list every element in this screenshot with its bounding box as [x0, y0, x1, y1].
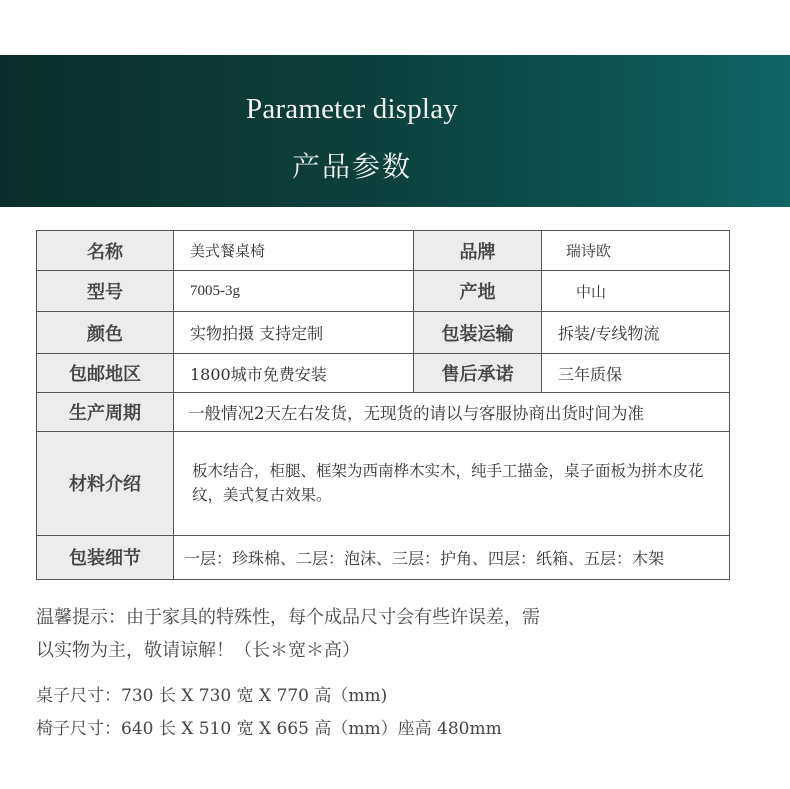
origin-label: 产地	[414, 271, 542, 312]
table-row	[37, 231, 730, 271]
color-value: 实物拍摄 支持定制	[174, 312, 414, 354]
chair-size: 椅子尺寸：640 长 X 510 宽 X 665 高（mm）座高 480mm	[36, 719, 502, 739]
brand-value: 瑞诗欧	[542, 231, 730, 271]
name-label: 名称	[37, 231, 174, 271]
production-cycle-value: 一般情况2天左右发货，无现货的请以与客服协商出货时间为准	[174, 393, 730, 431]
color-label: 颜色	[37, 312, 174, 354]
material-value: 板木结合，柜腿、框架为西南桦木实木，纯手工描金，桌子面板为拼木皮花纹，美式复古效果。	[174, 431, 730, 535]
table-row	[37, 431, 730, 535]
banner-title-cn: 产品参数	[292, 150, 413, 183]
model-value: 7005-3g	[174, 271, 414, 312]
free-shipping-area-value: 1800城市免费安装	[174, 354, 414, 393]
table-size: 桌子尺寸：730 长 X 730 宽 X 770 高（mm)	[36, 686, 388, 706]
after-sales-label: 售后承诺	[414, 354, 542, 393]
after-sales-value: 三年质保	[542, 354, 730, 393]
table-row	[37, 393, 730, 431]
packing-value: 一层：珍珠棉、二层：泡沫、三层：护角、四层：纸箱、五层：木架	[174, 535, 730, 579]
banner-title-en: Parameter display	[246, 93, 458, 125]
brand-label: 品牌	[414, 231, 542, 271]
free-shipping-area-label: 包邮地区	[37, 354, 174, 393]
tip-line-2: 以实物为主，敬请谅解！（长＊宽＊高）	[36, 640, 360, 661]
shipping-label: 包装运输	[414, 312, 542, 354]
table-row	[37, 535, 730, 579]
name-value: 美式餐桌椅	[174, 231, 414, 271]
model-label: 型号	[37, 271, 174, 312]
tip-line-1: 温馨提示：由于家具的特殊性，每个成品尺寸会有些许误差，需	[36, 607, 540, 628]
material-label: 材料介绍	[37, 431, 174, 535]
packing-label: 包装细节	[37, 535, 174, 579]
table-row	[37, 271, 730, 312]
production-cycle-label: 生产周期	[37, 393, 174, 431]
origin-value: 中山	[542, 271, 730, 312]
tips-block	[36, 601, 756, 667]
table-row	[37, 312, 730, 354]
shipping-value: 拆装/专线物流	[542, 312, 730, 354]
table-row	[37, 354, 730, 393]
parameter-table	[36, 230, 729, 580]
